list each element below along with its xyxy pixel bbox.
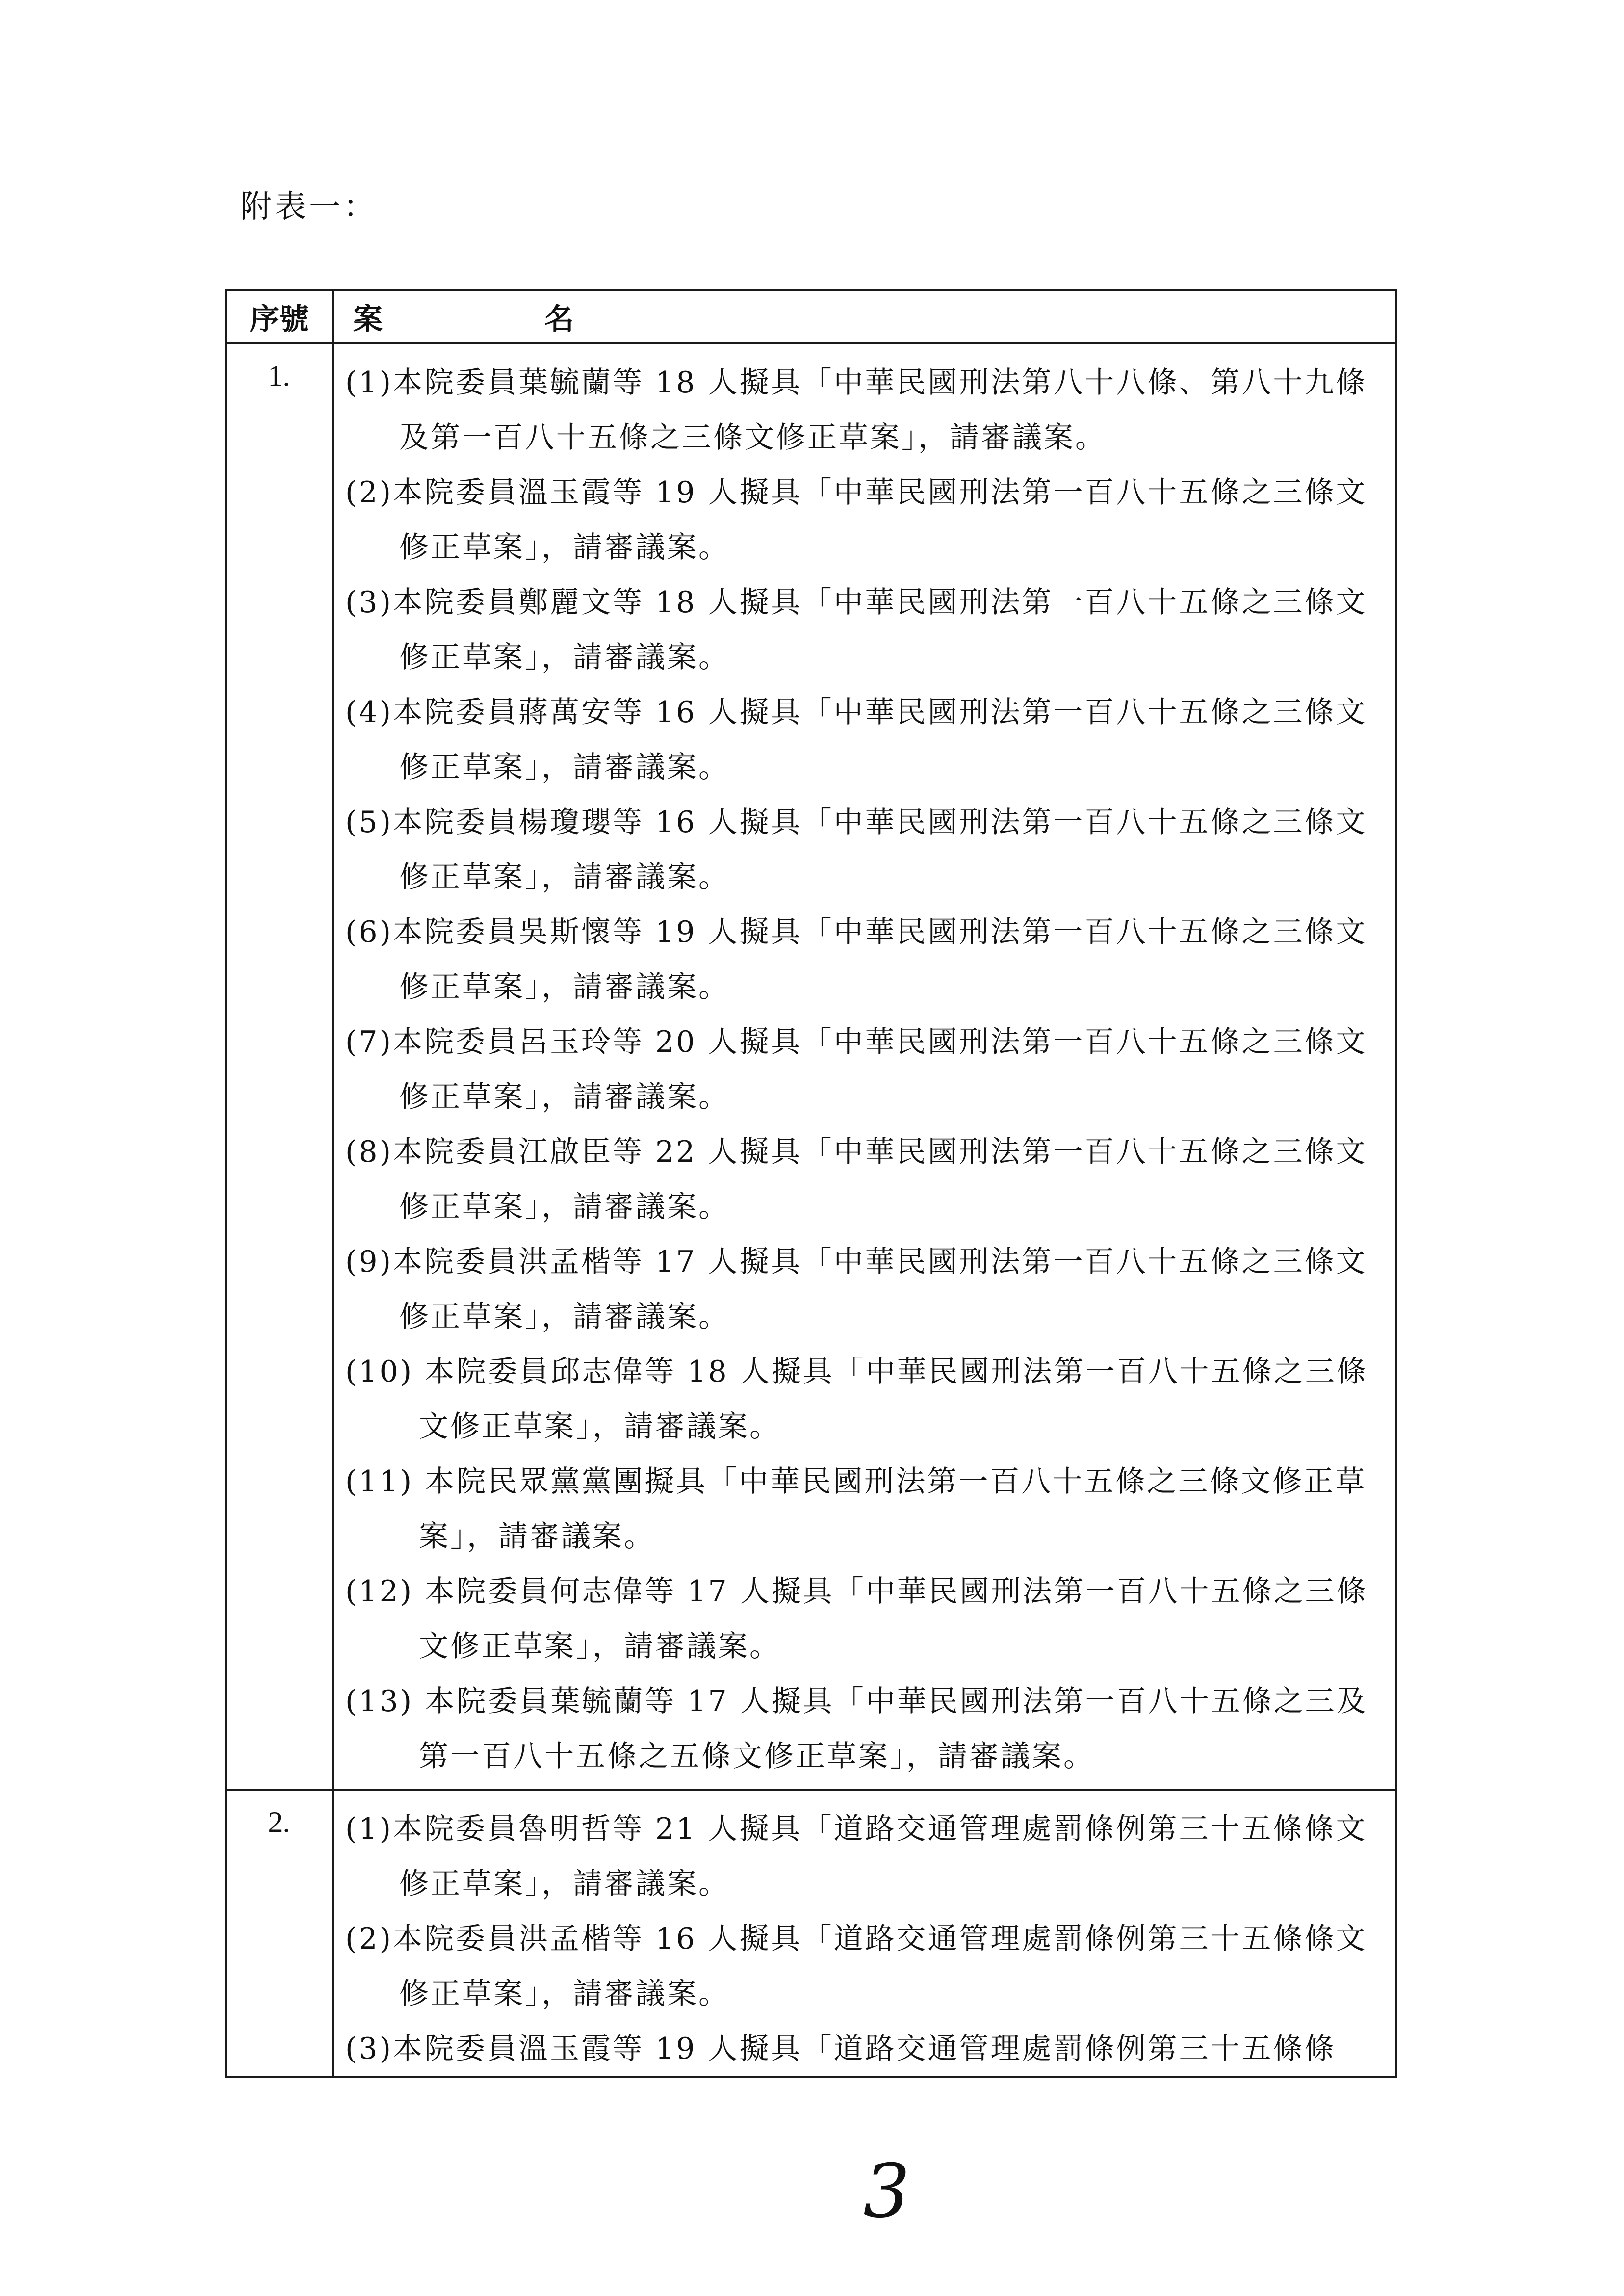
bills-table bbox=[225, 289, 1397, 2078]
table-row bbox=[226, 1790, 1396, 2077]
bill-item: (4)本院委員蔣萬安等 16 人擬具「中華民國刑法第一百八十五條之三條文修正草案」，請審議案。 bbox=[345, 695, 1367, 784]
bill-item: (7)本院委員呂玉玲等 20 人擬具「中華民國刑法第一百八十五條之三條文修正草案」，請審議案。 bbox=[345, 1025, 1367, 1114]
header-serial-number: 序號 bbox=[226, 290, 333, 343]
bill-item: (10) 本院委員邱志偉等 18 人擬具「中華民國刑法第一百八十五條之三條文修正草案」，請審議案。 bbox=[345, 1355, 1368, 1444]
bill-item: (8)本院委員江啟臣等 22 人擬具「中華民國刑法第一百八十五條之三條文修正草案」，請審議案。 bbox=[345, 1135, 1367, 1224]
bill-item: (2)本院委員溫玉霞等 19 人擬具「中華民國刑法第一百八十五條之三條文修正草案」，請審議案。 bbox=[345, 475, 1367, 565]
bill-item: (1)本院委員魯明哲等 21 人擬具「道路交通管理處罰條例第三十五條條文修正草案」，請審議案。 bbox=[345, 1812, 1367, 1901]
header-bill-name bbox=[333, 290, 1396, 343]
row-serial-number: 2. bbox=[226, 1790, 333, 2077]
bill-item: (11) 本院民眾黨黨團擬具「中華民國刑法第一百八十五條之三條文修正草案」，請審議案。 bbox=[345, 1464, 1367, 1554]
header-bill-name-char1: 案 bbox=[353, 302, 383, 337]
row-serial-number: 1. bbox=[226, 343, 333, 1790]
bill-item: (6)本院委員吳斯懷等 19 人擬具「中華民國刑法第一百八十五條之三條文修正草案」，請審議案。 bbox=[345, 915, 1367, 1004]
bill-item: (3)本院委員鄭麗文等 18 人擬具「中華民國刑法第一百八十五條之三條文修正草案」，請審議案。 bbox=[345, 585, 1367, 675]
header-bill-name-char2: 名 bbox=[544, 302, 574, 337]
row-bill-list bbox=[333, 343, 1396, 1790]
bill-item: (3)本院委員溫玉霞等 19 人擬具「道路交通管理處罰條例第三十五條條 bbox=[345, 2032, 1336, 2066]
table-row bbox=[226, 343, 1396, 1790]
page-heading: 附表一： bbox=[240, 189, 378, 225]
bill-item: (1)本院委員葉毓蘭等 18 人擬具「中華民國刑法第八十八條、第八十九條及第一百八十五條之三條文修正草案」，請審議案。 bbox=[345, 365, 1367, 455]
table-header-row bbox=[226, 290, 1396, 343]
bill-item: (13) 本院委員葉毓蘭等 17 人擬具「中華民國刑法第一百八十五條之三及第一百八十五條之五條文修正草案」，請審議案。 bbox=[345, 1684, 1368, 1774]
bill-item: (2)本院委員洪孟楷等 16 人擬具「道路交通管理處罰條例第三十五條條文修正草案」，請審議案。 bbox=[345, 1922, 1367, 2011]
row-bill-list bbox=[333, 1790, 1396, 2077]
bill-item: (5)本院委員楊瓊瓔等 16 人擬具「中華民國刑法第一百八十五條之三條文修正草案」，請審議案。 bbox=[345, 805, 1367, 894]
page-number: 3 bbox=[863, 2149, 910, 2234]
bill-item: (12) 本院委員何志偉等 17 人擬具「中華民國刑法第一百八十五條之三條文修正草案」，請審議案。 bbox=[345, 1574, 1368, 1664]
bill-item: (9)本院委員洪孟楷等 17 人擬具「中華民國刑法第一百八十五條之三條文修正草案」，請審議案。 bbox=[345, 1245, 1367, 1334]
